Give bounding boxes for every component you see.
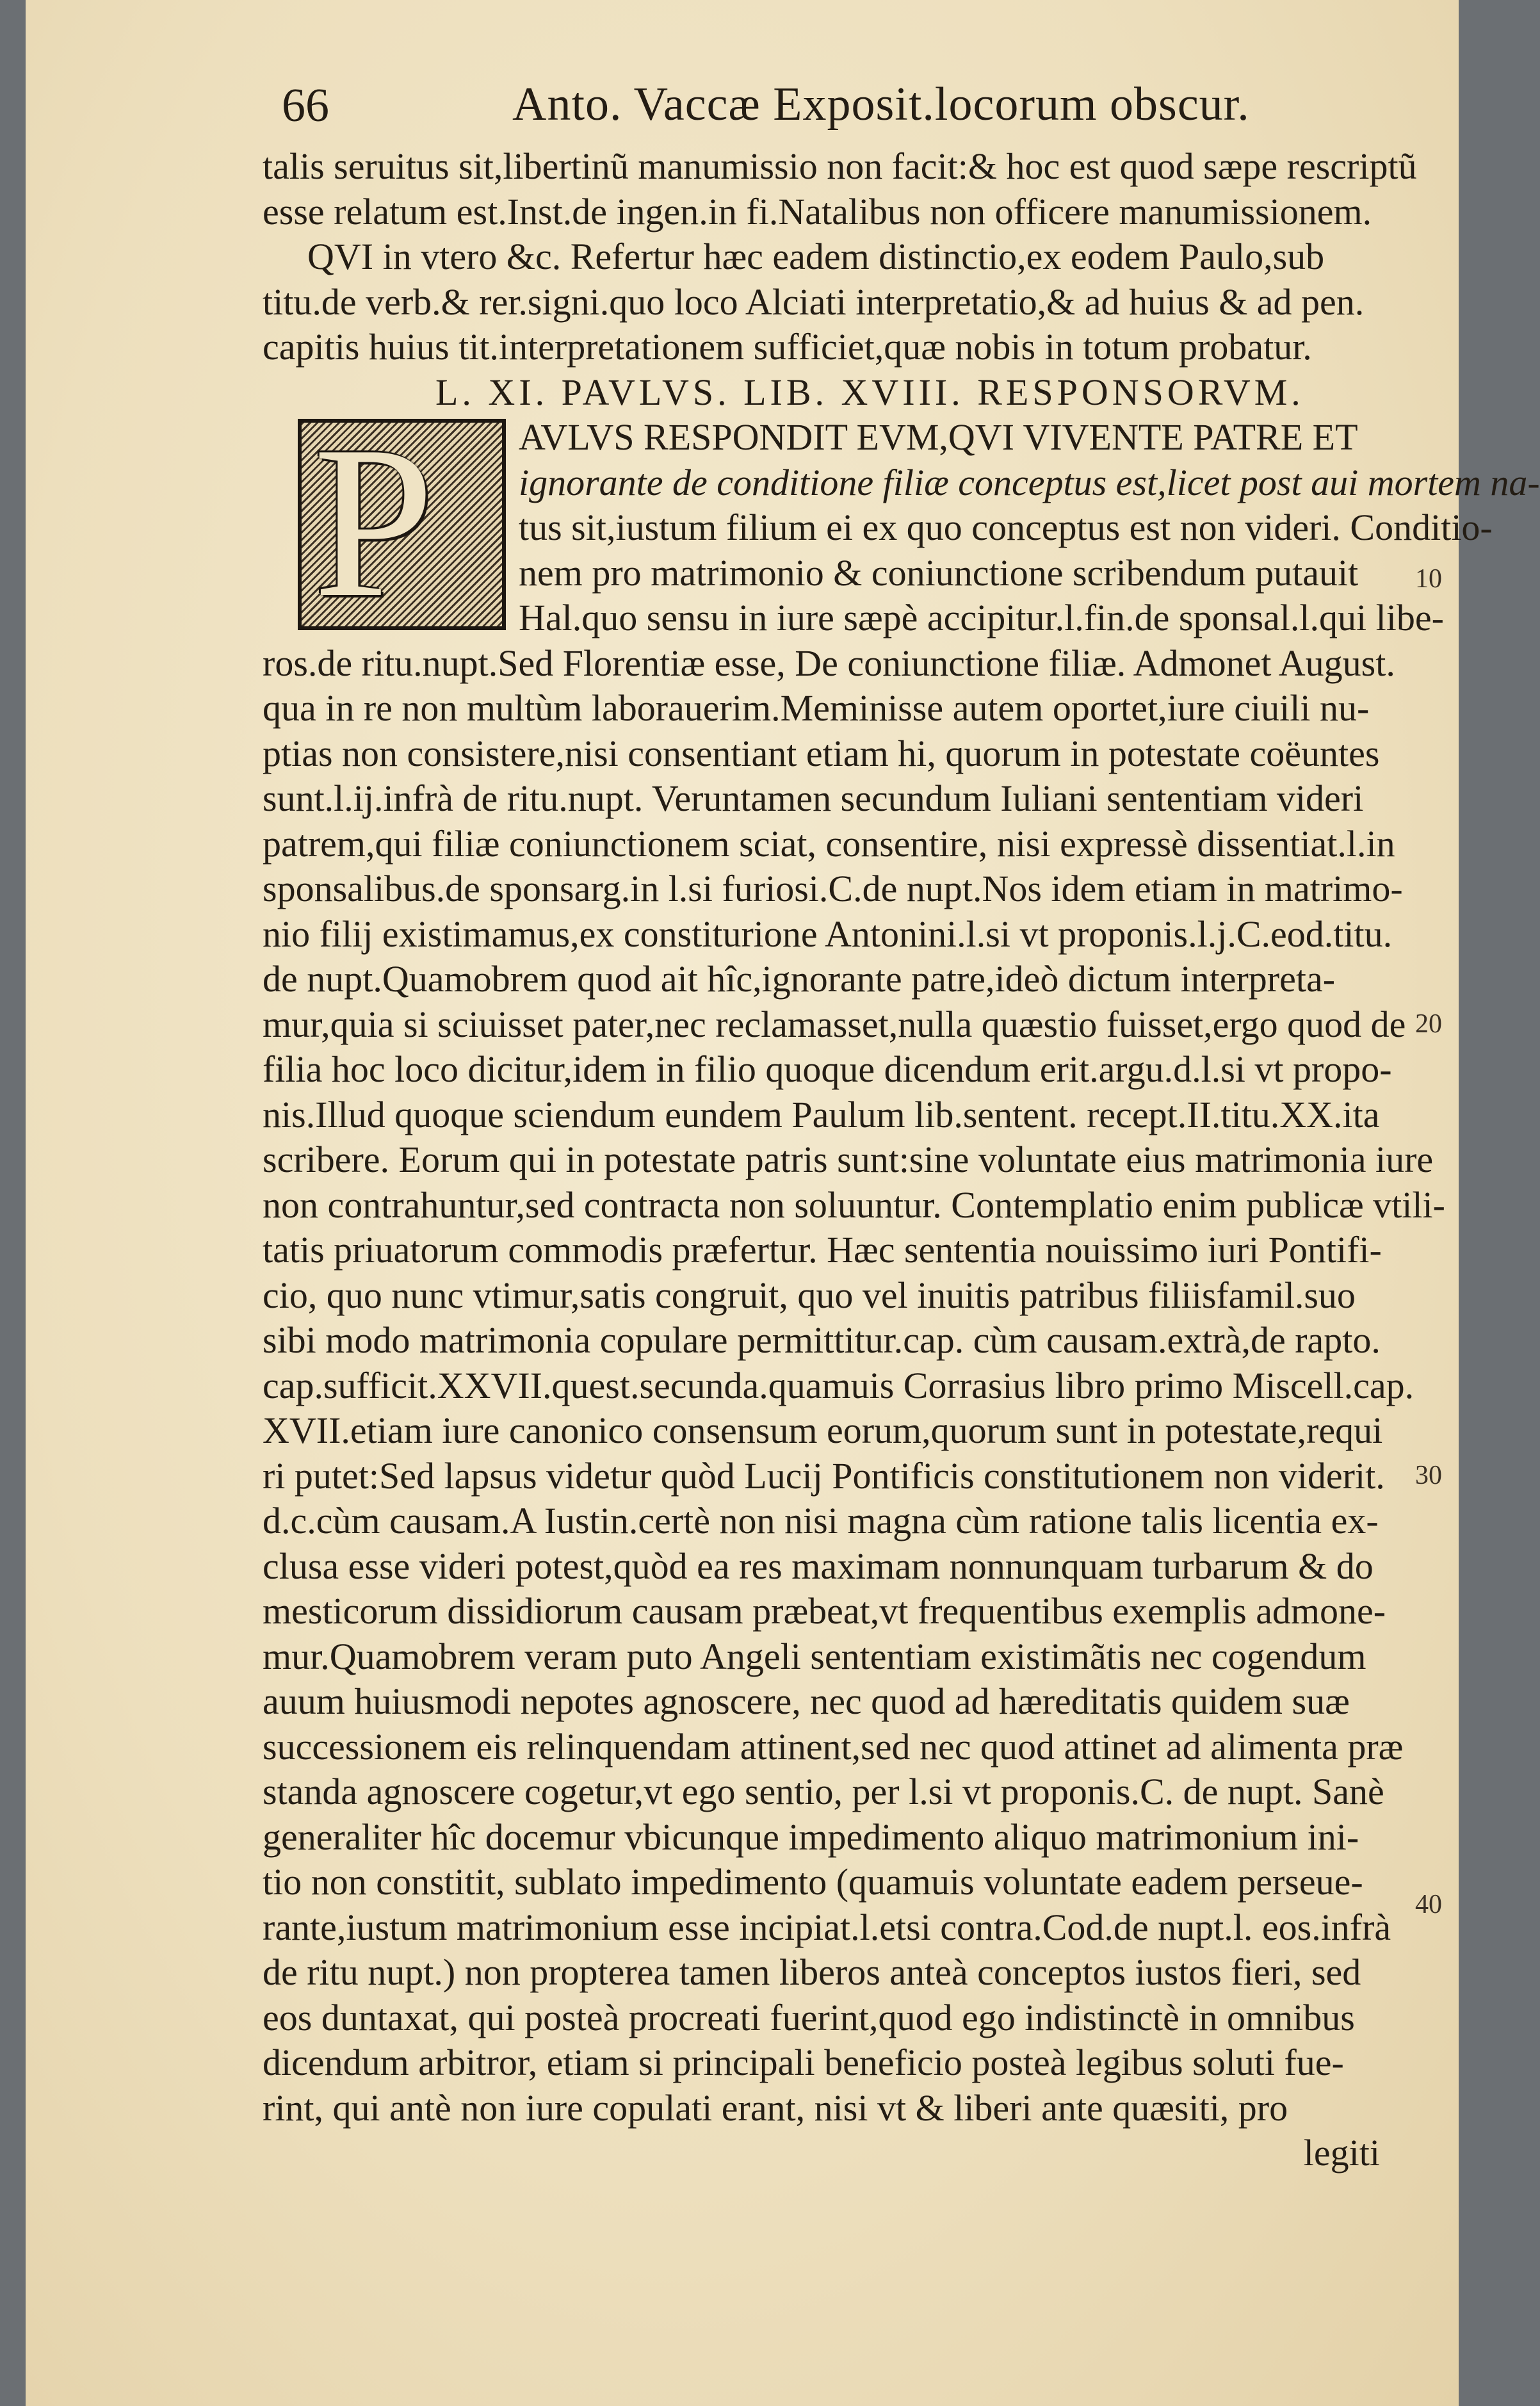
text-line: mur.Quamobrem veram puto Angeli sententiam existimãtis nec cogendum [263,1635,1366,1677]
text-line: titu.de verb.& rer.signi.quo loco Alciati interpretatio,& ad huius & ad pen. [263,280,1365,323]
text-line: scribere. Eorum qui in potestate patris sunt:sine voluntate eius matrimonia iure [263,1139,1434,1180]
text-line: ri putet:Sed lapsus videtur quòd Lucij Pontificis constitutionem non viderit. [263,1454,1385,1497]
text-line: dicendum arbitror, etiam si principali beneficio posteà legibus soluti fue- [263,2042,1344,2083]
text-line: sponsalibus.de sponsarg.in l.si furiosi.C.de nupt.Nos idem etiam in matrimo- [263,868,1403,909]
text-line: XVII.etiam iure canonico consensum eorum,quorum sunt in potestate,requi [263,1410,1383,1451]
text-line: mur,quia si sciuisset pater,nec reclamasset,nulla quæstio fuisset,ergo quod de [263,1003,1406,1045]
text-line: de nupt.Quamobrem quod ait hîc,ignorante patre,ideò dictum interpreta- [263,958,1336,1000]
text-line: auum huiusmodi nepotes agnoscere, nec quod ad hæreditatis quidem suæ [263,1680,1350,1722]
text-line: cio, quo nunc vtimur,satis congruit, quo vel inuitis patribus filiisfamil.suo [263,1274,1356,1316]
section-heading: L. XI. PAVLVS. LIB. XVIII. RESPONSORVM. [435,371,1304,413]
text-line: nis.Illud quoque sciendum eundem Paulum lib.sentent. recept.II.titu.XX.ita [263,1093,1380,1135]
page-header [263,67,1402,144]
line-number-marker: 40 [1415,1890,1442,1919]
text-line: ptias non consistere,nisi consentiant etiam hi, quorum in potestate coëuntes [263,732,1380,774]
text-line: generaliter hîc docemur vbicunque impedimento aliquo matrimonium ini- [263,1816,1359,1858]
text-line: nem pro matrimonio & coniunctione scribendum putauit [519,551,1359,594]
text-line: esse relatum est.Inst.de ingen.in fi.Natalibus non officere manumissionem. [263,190,1372,232]
text-line: de ritu nupt.) non propterea tamen liberos anteà conceptos iustos fieri, sed [263,1951,1361,1993]
text-line: clusa esse videri potest,quòd ea res maximam nonnunquam turbarum & do [263,1545,1374,1587]
line-number-marker: 30 [1415,1461,1442,1490]
page-number: 66 [282,79,329,132]
text-line: tatis priuatorum commodis præfertur. Hæc sententia nouissimo iuri Pontifi- [263,1229,1382,1271]
text-line: d.c.cùm causam.A Iustin.certè non nisi magna cùm ratione talis licentia ex- [263,1500,1379,1541]
drop-cap-letter: P [313,401,435,642]
text-line: sibi modo matrimonia copulare permittitur.cap. cùm causam.extrà,de rapto. [263,1319,1381,1361]
text-line: sunt.l.ij.infrà de ritu.nupt. Veruntamen secundum Iuliani sententiam videri [263,777,1364,819]
text-line: standa agnoscere cogetur,vt ego sentio, per l.si vt proponis.C. de nupt. Sanè [263,1771,1384,1812]
text-line: rante,iustum matrimonium esse incipiat.l.etsi contra.Cod.de nupt.l. eos.infrà [263,1906,1391,1948]
text-line: mesticorum dissidiorum causam præbeat,vt frequentibus exemplis admone- [263,1590,1386,1632]
text-line: capitis huius tit.interpretationem sufficiet,quæ nobis in totum probatur. [263,326,1312,368]
text-line: eos duntaxat, qui posteà procreati fuerint,quod ego indistinctè in omnibus [263,1996,1355,2038]
text-line: non contrahuntur,sed contracta non soluuntur. Contemplatio enim publicæ vtili- [263,1183,1445,1226]
book-page [26,0,1540,2406]
text-line: QVI in vtero &c. Refertur hæc eadem distinctio,ex eodem Paulo,sub [307,236,1325,277]
text-line: cap.sufficit.XXVII.quest.secunda.quamuis Corrasius libro primo Miscell.cap. [263,1364,1414,1406]
text-line: tio non constitit, sublato impedimento (quamuis voluntate eadem perseue- [263,1861,1363,1903]
text-line: AVLVS RESPONDIT EVM,QVI VIVENTE PATRE ET [519,416,1358,458]
text-line: patrem,qui filiæ coniunctionem sciat, consentire, nisi expressè dissentiat.l.in [263,822,1395,865]
text-line: rint, qui antè non iure copulati erant, nisi vt & liberi ante quæsiti, pro [263,2086,1288,2129]
text-line: qua in re non multùm laborauerim.Meminisse autem oportet,iure ciuili nu- [263,687,1370,729]
line-number-marker: 20 [1415,1009,1442,1039]
text-line: filia hoc loco dicitur,idem in filio quoque dicendum erit.argu.d.l.si vt propo- [263,1048,1392,1090]
running-head: Anto. Vaccæ Exposit.locorum obscur. [512,78,1250,131]
line-number-marker: 10 [1415,564,1442,594]
text-line: nio filij existimamus,ex constiturione Antonini.l.si vt proponis.l.j.C.eod.titu. [263,913,1393,955]
text-line: successionem eis relinquendam attinent,sed nec quod attinet ad alimenta præ [263,1725,1404,1768]
text-line: talis seruitus sit,libertinũ manumissio non facit:& hoc est quod sæpe rescriptũ [263,145,1417,187]
drop-cap-woodcut [298,401,506,642]
text-line: ignorante de conditione filiæ conceptus est,licet post aui mortem na- [519,461,1540,503]
text-line: ros.de ritu.nupt.Sed Florentiæ esse, De coniunctione filiæ. Admonet August. [263,642,1395,684]
catchword: legiti [1303,2132,1380,2174]
text-line: Hal.quo sensu in iure sæpè accipitur.l.fin.de sponsal.l.qui libe- [519,597,1444,638]
text-line: tus sit,iustum filium ei ex quo conceptus est non videri. Conditio- [519,507,1493,548]
